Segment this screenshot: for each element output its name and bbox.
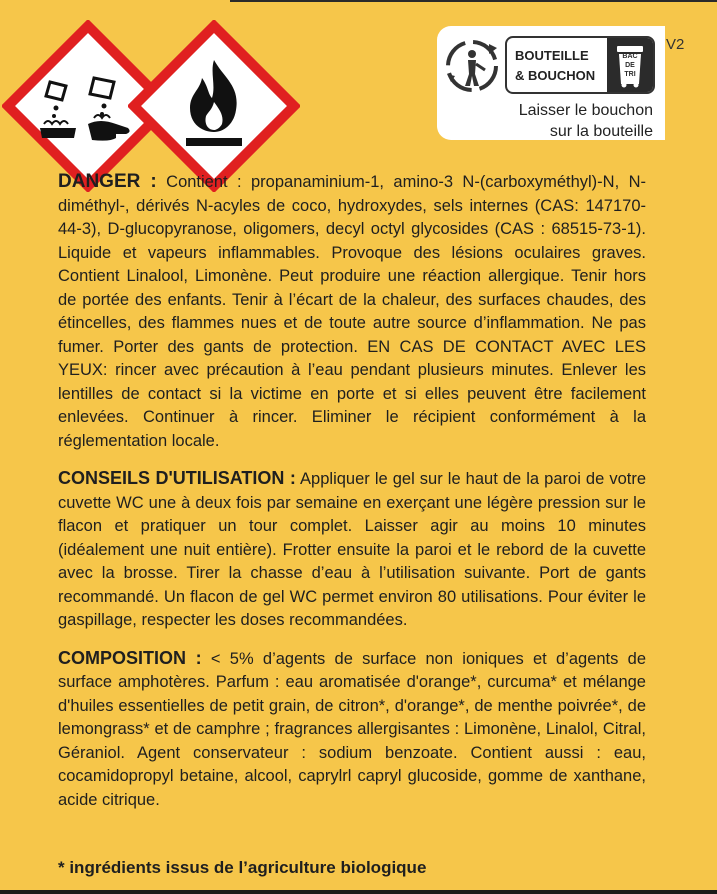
badge-line-2: & BOUCHON bbox=[515, 68, 596, 83]
bottle-cap-badge bbox=[505, 36, 655, 94]
organic-footnote: * ingrédients issus de l’agriculture biologique bbox=[58, 858, 427, 877]
badge-line-1: BOUTEILLE bbox=[515, 48, 589, 63]
recycling-note-line-1: Laisser le bouchon bbox=[518, 102, 653, 119]
usage-heading: CONSEILS D'UTILISATION : bbox=[58, 468, 296, 488]
danger-paragraph bbox=[58, 170, 646, 453]
recycling-info-box bbox=[437, 26, 665, 140]
danger-text: Contient : propanaminium-1, amino-3 N-(carboxyméthyl)-N, N-diméthyl-, dérivés N-acyles de coco, hydroxydes, sels internes (CAS: 147170-44-3), D-glucopyranose, oligomers, decyl octyl glycosides (CAS : 68515-73-1). Liquide et vapeurs inflammables. Provoque des lésions oculaires graves. Contient Linalool, Limonène. Peut produire une réaction allergique. Tenir hors de portée des enfants. Tenir à l’écart de la chaleur, des surfaces chaudes, des étincelles, des flammes nues et de toute autre source d’inflammation. Ne pas fumer. Porter des gants de protection. EN CAS DE CONTACT AVEC LES YEUX: rincer avec précaution à l’eau pendant plusieurs minutes. Enlever les lentilles de contact si la victime en porte et si elles peuvent être facilement enlevées. Continuer à rincer. Eliminer le récipient conformément à la réglementation locale. bbox=[58, 173, 646, 450]
label-text-body bbox=[58, 170, 646, 812]
recycling-note bbox=[519, 100, 653, 142]
composition-text: < 5% d’agents de surface non ioniques et d’agents de surface amphotères. Parfum : eau aromatisée d'orange*, curcuma* et mélange d'huiles essentielles de petit grain, de citron*, d'orange*, de menthe poivrée*, de lemongrass* et de camphre ; fragrances allergisantes : Limonène, Linalol, Citral, Géraniol. Agent conservateur : sodium benzoate. Contient aussi : eau, cocamidopropyl betaine, alcool, caprylrl capryl glucoside, gomme de xanthane, acide citrique. bbox=[58, 649, 646, 809]
version-label: V2 bbox=[666, 36, 685, 53]
bin-label-3: TRI bbox=[624, 71, 636, 78]
bottom-border-line bbox=[0, 890, 717, 894]
composition-paragraph bbox=[58, 647, 646, 813]
bin-label-2: DE bbox=[625, 62, 635, 69]
recycling-note-line-2: sur la bouteille bbox=[549, 123, 653, 140]
usage-text: Appliquer le gel sur le haut de la paroi de votre cuvette WC une à deux fois par semaine en exerçant une légère pression sur le flacon et pratiquer un tour complet. Laisser agir au moins 10 minutes (idéalement une nuit entière). Frotter ensuite la paroi et le rebord de la cuvette avec la brosse. Tirer la chasse d’eau à l’utilisation suivante. Port de gants recommandé. Un flacon de gel WC permet environ 80 utilisations. Pour éviter le gaspillage, respecter les doses recommandées. bbox=[58, 470, 647, 629]
flame-pictogram-icon bbox=[128, 20, 300, 192]
recycle-symbol-icon bbox=[443, 34, 501, 98]
bin-label-1: BAC bbox=[622, 53, 638, 60]
composition-heading: COMPOSITION : bbox=[58, 647, 202, 668]
usage-paragraph bbox=[58, 467, 646, 633]
danger-heading: DANGER : bbox=[58, 171, 157, 192]
sorting-bin-panel bbox=[607, 38, 653, 92]
top-border-line bbox=[230, 0, 717, 2]
